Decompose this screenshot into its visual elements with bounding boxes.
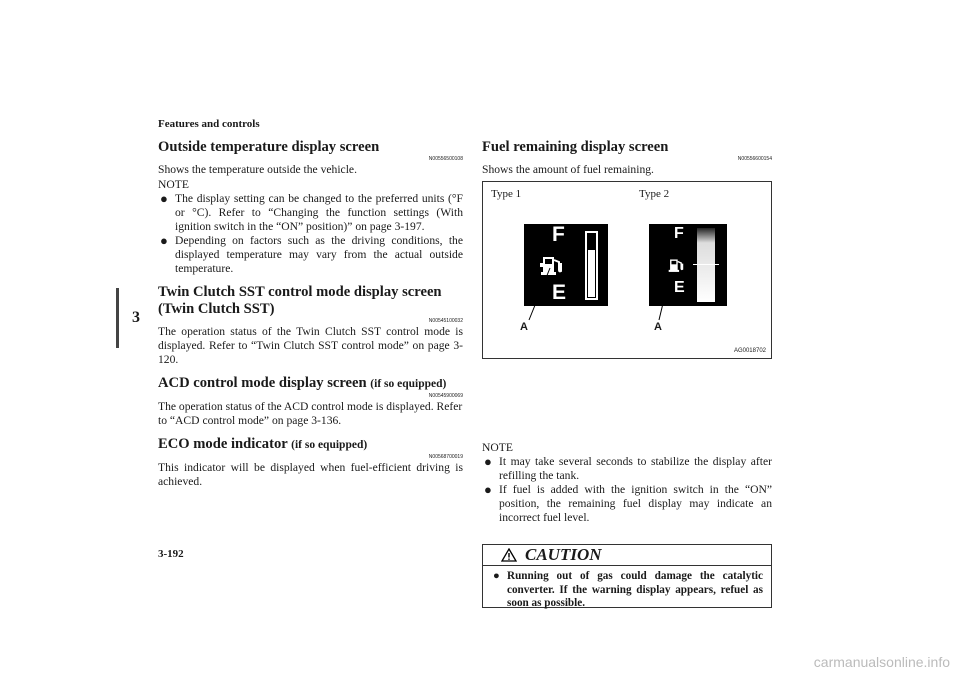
warning-triangle-icon	[501, 548, 517, 562]
section-code: N00568700019	[428, 454, 463, 460]
note-bullet-text: The display setting can be changed to the preferred units (°F or °C). Refer to “Changing the function settings (With ignition switch in the “ON” position)” on page 3-197.	[175, 192, 463, 233]
chapter-number: 3	[132, 309, 140, 326]
right-column	[482, 139, 772, 177]
type2-label: Type 2	[639, 188, 670, 200]
gauge-full-mark: F	[674, 225, 684, 242]
fuel-level-gradient-bar	[697, 228, 715, 302]
acd-heading-text: ACD control mode display screen	[158, 375, 367, 391]
eco-heading-suffix: (if so equipped)	[291, 439, 368, 451]
outside-temp-heading: Outside temperature display screen	[158, 139, 380, 155]
acd-body: The operation status of the ACD control mode is displayed. Refer to “ACD control mode” on page 3-136.	[158, 400, 463, 427]
bullet-icon: ●	[160, 233, 168, 248]
callout-a: A	[654, 321, 662, 333]
caution-title: CAUTION	[525, 545, 602, 564]
bullet-icon: ●	[160, 191, 168, 206]
note-bullet	[158, 192, 463, 234]
note-bullet-text: It may take several seconds to stabilize the display after refilling the tank.	[499, 455, 772, 482]
acd-section	[158, 375, 463, 428]
bullet-icon: ●	[484, 482, 492, 497]
half-tick	[693, 264, 719, 265]
twin-clutch-section	[158, 284, 463, 367]
bullet-icon: ●	[484, 454, 492, 469]
note-bullet-text: If fuel is added with the ignition switch in the “ON” position, the remaining fuel display may indicate an incorrect fuel level.	[499, 483, 772, 524]
caution-box	[482, 544, 772, 608]
fuel-notes	[482, 441, 772, 525]
note-label: NOTE	[482, 441, 513, 454]
fuel-display-figure	[482, 181, 772, 359]
section-code: N00545100032	[428, 318, 463, 324]
eco-section	[158, 436, 463, 489]
acd-heading	[158, 375, 463, 393]
caution-body	[483, 566, 771, 615]
note-label: NOTE	[158, 178, 189, 191]
figure-code: AG0018702	[733, 348, 766, 354]
note-bullet-text: Depending on factors such as the driving conditions, the displayed temperature may vary from the actual outside temperature.	[175, 234, 463, 275]
gauge-full-mark: F	[552, 223, 565, 246]
callout-a: A	[520, 321, 528, 333]
gauge-empty-mark: E	[552, 281, 567, 304]
type2-fuel-gauge	[649, 224, 727, 306]
note-bullet	[482, 483, 772, 525]
section-code: N00556500108	[428, 156, 463, 162]
eco-body: This indicator will be displayed when fuel-efficient driving is achieved.	[158, 461, 463, 488]
watermark: carmanualsonline.info	[813, 654, 950, 670]
acd-heading-suffix: (if so equipped)	[370, 378, 447, 390]
chapter-tab	[116, 288, 153, 348]
twin-clutch-body: The operation status of the Twin Clutch SST control mode is displayed. Refer to “Twin Clutch SST control mode” on page 3-120.	[158, 325, 463, 366]
outside-temp-section	[158, 139, 463, 276]
section-code: N00545900069	[428, 393, 463, 399]
caution-title-row	[483, 545, 771, 566]
page-number: 3-192	[158, 548, 184, 560]
section-header: Features and controls	[158, 118, 260, 130]
bullet-icon: ●	[493, 570, 500, 582]
gauge-empty-mark: E	[674, 279, 685, 296]
section-code: N00556600154	[737, 156, 772, 162]
eco-heading	[158, 436, 463, 454]
left-column	[158, 139, 463, 489]
callout-lines	[483, 182, 773, 360]
type1-label: Type 1	[491, 188, 522, 200]
note-bullet	[482, 455, 772, 483]
fuel-pump-icon	[668, 256, 686, 274]
outside-temp-body: Shows the temperature outside the vehicle.	[158, 163, 357, 176]
fuel-heading: Fuel remaining display screen	[482, 139, 669, 155]
caution-text: Running out of gas could damage the catalytic converter. If the warning display appears, refuel as soon as possible.	[507, 570, 763, 609]
twin-clutch-heading: Twin Clutch SST control mode display screen (Twin Clutch SST)	[158, 284, 442, 317]
eco-heading-text: ECO mode indicator	[158, 436, 288, 452]
fuel-body: Shows the amount of fuel remaining.	[482, 163, 654, 176]
note-bullet	[158, 234, 463, 276]
